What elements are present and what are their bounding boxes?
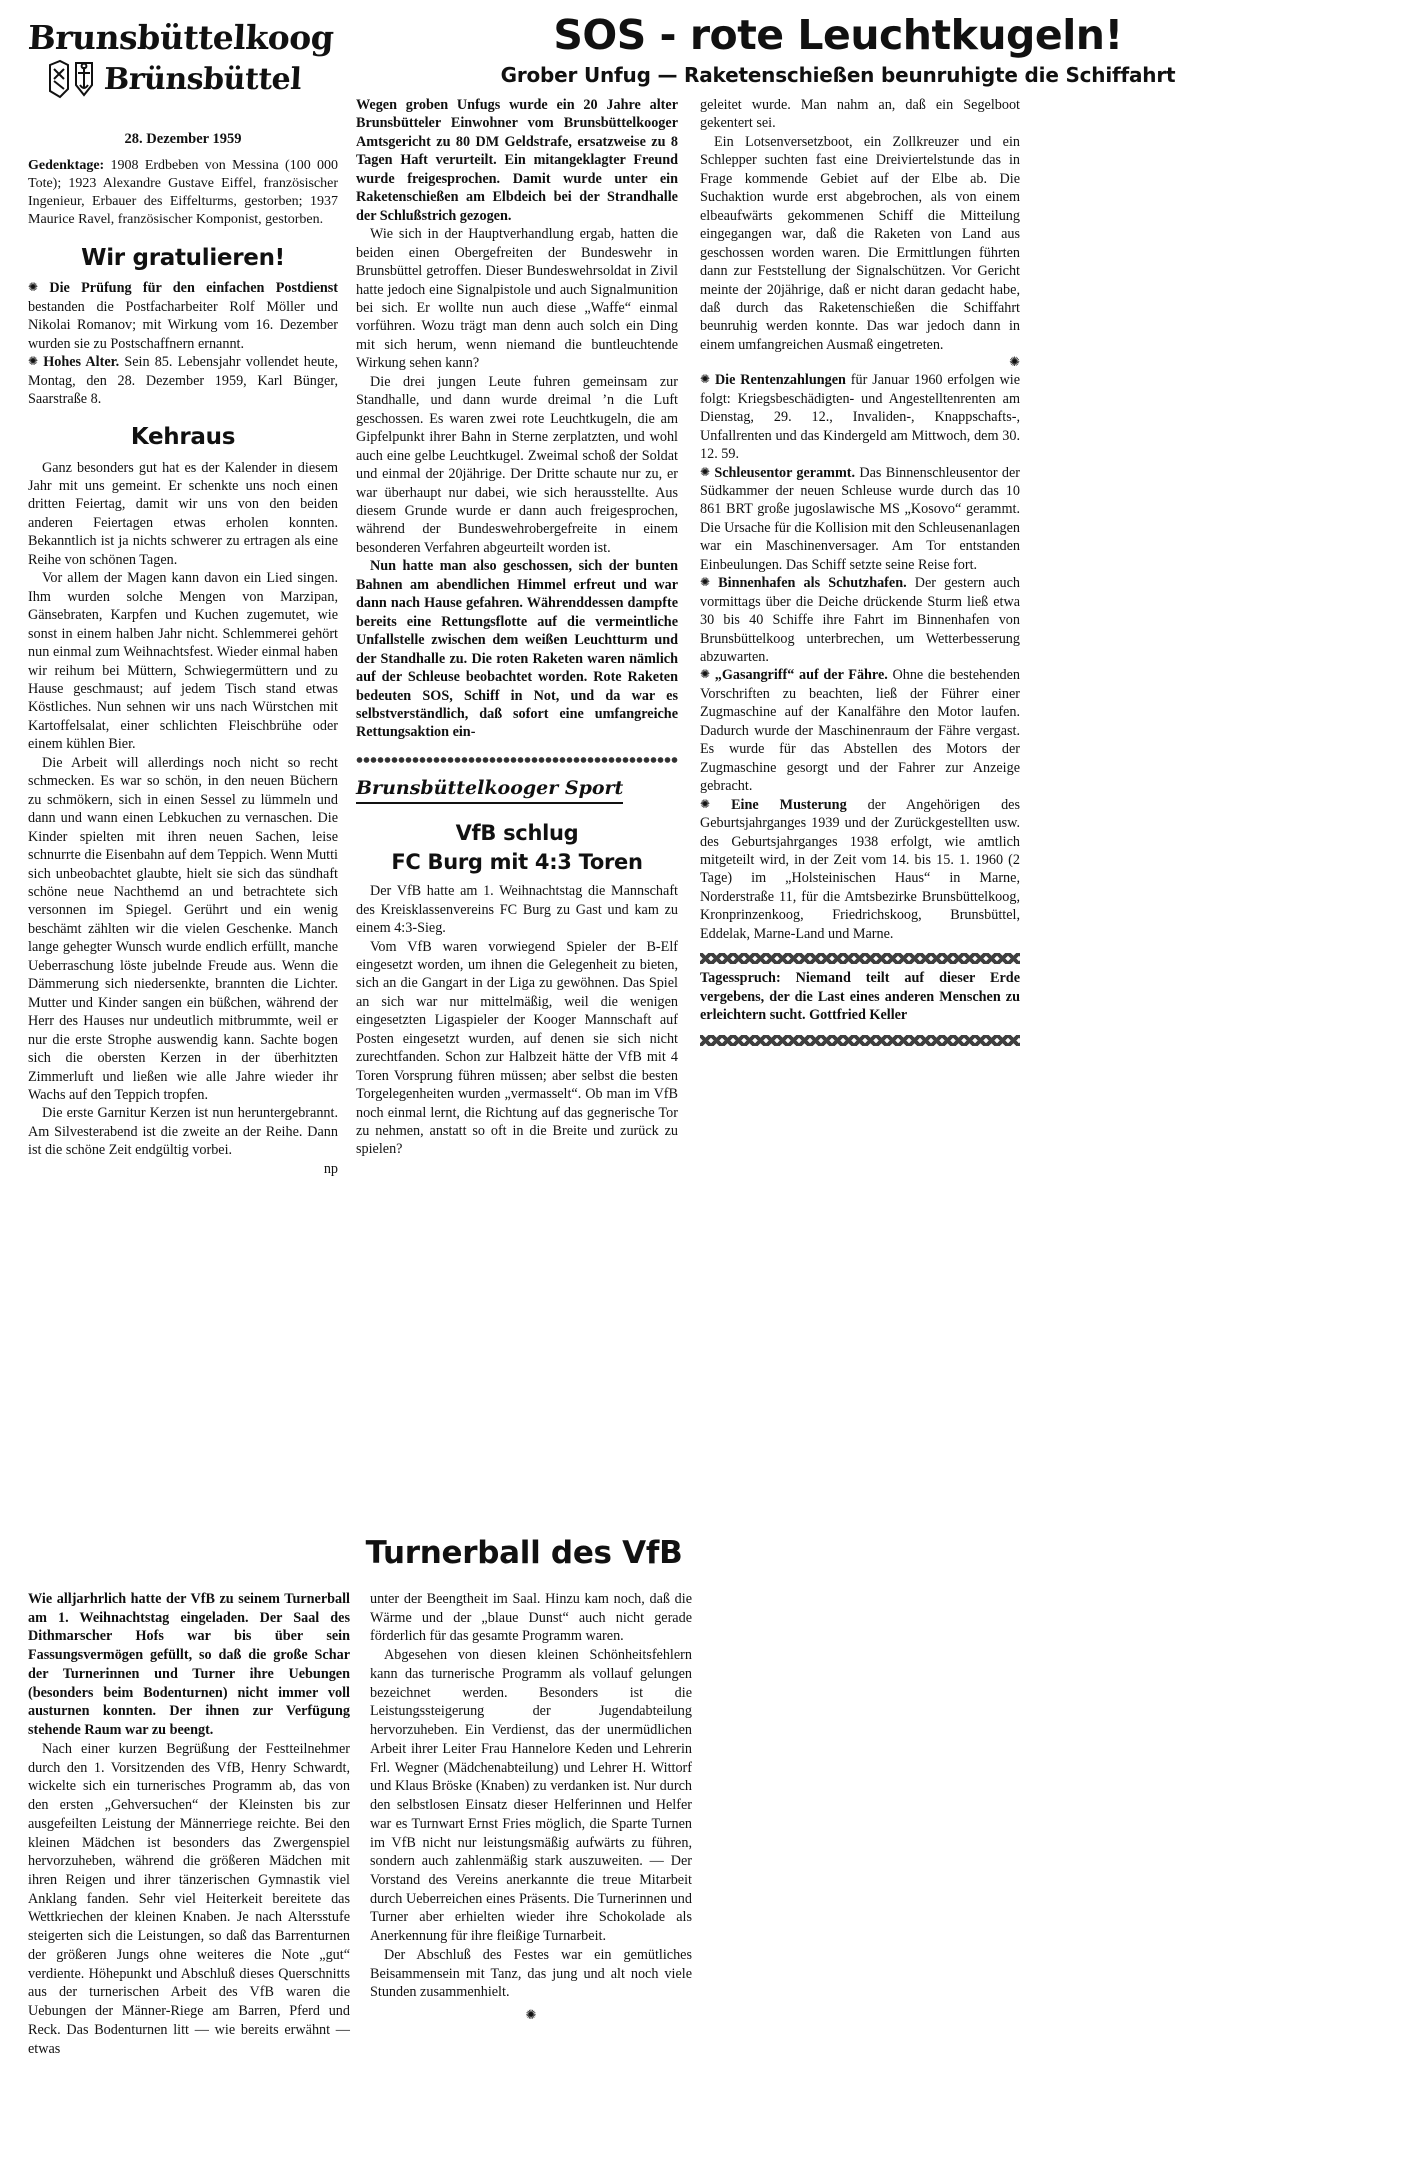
brief-item-bold: Die Rentenzahlungen [714, 372, 846, 389]
brief-item-text: Der gestern auch vormittags über die Deiche drückende Sturm ließ etwa 30 bis 40 Schiffe ihre Fahrt im Binnenhafen von Brunsbüttelkoog unterbrechen, um Wetterbesserung abzuwarten. [700, 575, 1020, 666]
tagesspruch-author: Gottfried Keller [809, 1007, 908, 1024]
gedenktage-text: 1908 Erdbeben von Messina (100 000 Tote); 1923 Alexandre Gustave Eiffel, französischer Ingenieur, Erbauer des Eiffelturms, gestorben; 1937 Maurice Ravel, französischer Komponist, gestorben. [28, 157, 338, 228]
heading-kehraus: Kehraus [130, 423, 236, 450]
turnerball-headline: Turnerball des VfB [365, 1535, 683, 1571]
gratulieren-item-0 [28, 279, 338, 353]
column-left [28, 130, 338, 1178]
tagesspruch-divider-top [700, 953, 1020, 964]
turnerball-column-left [28, 1590, 350, 2058]
gratulieren-item-1 [28, 353, 338, 408]
kehraus-paragraph: Vor allem der Magen kann davon ein Lied singen. Ihm wurden solche Mengen von Marzipan, Gänsebraten, Karpfen und Kuchen zugemutet, wie sonst in einem halben Jahr nicht. Schlemmerei gehört nun einmal zum Weihnachtsfest. Wieder einmal haben wir reihum bei Müttern, Schwiegermüttern und zu Hause geschmaust; auf jedem Tisch stand etwas Köstliches. Nun sehnen wir uns nach Würstchen mit Kartoffelsalat, einer schlichten Fleischbrühe oder einem kühlen Bier. [28, 570, 338, 753]
kehraus-paragraph: Die Arbeit will allerdings noch nicht so recht schmecken. Es war so schön, in den neuen Büchern zu schmökern, sich in einen Sessel zu lümmeln und dann und wann einen Lebkuchen zu vernaschen. Die Kinder spielten mit ihren neuen Sachen, leise schnurrte die Eisenbahn auf dem Teppich. Wenn Mutti sich unbeobachtet glaubte, hielt sie sich das sündhaft schöne neue Nachthemd an und betrachtete sich versonnen im Spiegel. Gerührt und ein wenig beschämt zählten wir die vielen Geschenke. Manch lange gehegter Wunsch wurde endlich erfüllt, manche Ueberraschung löste jubelnde Freude aus. Wenn die Dämmerung sich niedersenkte, brannten die Lichter. Mutter und Kinder sangen ein büßchen, während der Herr des Hauses nur undeutlich mitbrummte, weil er nur die erste Strophe auswendig kann. Sachte bogen sich die obersten Kerzen in der überhitzten Zimmerluft und ließen wie alle Jahre wieder ihr Wachs auf den Teppich tropfen. [28, 754, 338, 1103]
brief-item-text: Ohne die bestehenden Vorschriften zu beachten, ließ der Führer einer Zugmaschine auf der Kanalfähre den Motor laufen. Dadurch wurde der Maschinenraum der Fähre vergast. Es wurde für das Abstellen des Motors der Zugmaschine gesorgt und der Fahrer zur Anzeige gebracht. [700, 667, 1020, 795]
brief-item [700, 666, 1020, 795]
star-bullet-icon: ✺ [28, 354, 39, 369]
lead-story-cont-paragraph: Ein Lotsenversetzboot, ein Zollkreuzer und ein Schlepper suchten fast eine Dreiviertelstunde das in Frage kommende Gebiet auf der Elbe ab. Die Suchaktion wurde erst abgebrochen, als von einem elbeaufwärts gekommenen Schiff die Mitteilung eingegangen war, daß die Raketen von Land aus geschossen worden waren. Die Ermittlungen führten dann zur Feststellung der Signalschützen. Vor Gericht meinte der 20jährige, daß er nicht daran gedacht habe, daß durch das Raketenschießen die Schiffahrt beunruhig werden konnte. Das war jedoch dann in einem umfangreichen Ausmaß eingetreten. [700, 133, 1020, 353]
decorative-divider [356, 754, 678, 766]
gratulieren-item-1-bold: Hohes Alter. [43, 354, 120, 371]
brief-item-bold: Eine Musterung [731, 796, 847, 813]
end-of-article-star-icon: ✺ [525, 2007, 537, 2023]
sport-headline-line2: FC Burg mit 4:3 Toren [391, 849, 643, 874]
brief-item [700, 574, 1020, 666]
masthead-title-line2-group [46, 59, 338, 99]
turnerball-intro: Wie alljarhrlich hatte der VfB zu seinem Turnerball am 1. Weihnachtstag eingeladen. Der Saal des Dithmarscher Hofs war bis über sein Fassungsvermögen gefüllt, so daß die große Schar der Turnerinnen und Turner ihre Uebungen (besonders beim Bodenturnen) nicht immer voll austurnen konnten. Der ihnen zur Verfügung stehende Raum war zu beengt. [28, 1591, 350, 1739]
brief-item-text: Das Binnenschleusentor der Südkammer der neuen Schleuse wurde durch das 10 861 BRT große jugoslawische MS „Kosovo“ gerammt. Die Ursache für die Kollision mit den Schleusenanlagen war ein Maschinenversager. Am Tor entstanden Einbeulungen. Das Schiff setzte seine Reise fort. [700, 464, 1020, 573]
brief-item [700, 371, 1020, 463]
turnerball-paragraph: Der Abschluß des Festes war ein gemütliches Beisammensein mit Tanz, das jung und alt noch viele Stunden zusammenhielt. [370, 1946, 692, 2001]
kehraus-signature: np [323, 1160, 338, 1177]
masthead-title-line1: Brunsbüttelkoog [26, 18, 335, 57]
star-bullet-icon: ✺ [700, 575, 711, 590]
star-bullet-icon: ✺ [700, 372, 711, 387]
star-bullet-icon: ✺ [700, 667, 711, 682]
brief-item-text: für Januar 1960 erfolgen wie folgt: Kriegsbeschädigten- und Angestelltenrenten am Dienstag, 29. 12., Invaliden-, Knappschafts-, Unfallrenten und das Kindergeld am Mittwoch, dem 30. 12. 59. [700, 372, 1020, 463]
tagesspruch-label: Tagesspruch: [700, 970, 781, 987]
star-bullet-icon: ✺ [700, 796, 711, 811]
lead-story-bold-tail: Nun hatte man also geschossen, sich der bunten Bahnen am abendlichen Himmel erfreut und war dann nach Hause gefahren. Währenddessen dampfte bereits eine Rettungsflotte auf die vermeintliche Unfallstelle zwischen dem weißen Leuchtturm und der Standhalle zu. Die roten Raketen waren nämlich auf der Schleuse beobachtet worden. Rote Raketen bedeuten SOS, Schiff in Not, und da war es selbstverständlich, daß sofort eine umfangreiche Rettungsaktion ein- [356, 558, 678, 741]
lead-subheadline: Grober Unfug — Raketenschießen beunruhigte die Schiffahrt [500, 63, 1176, 88]
turnerball-paragraph: Abgesehen von diesen kleinen Schönheitsfehlern kann das turnerische Programm als vollauf gelungen bezeichnet werden. Besonders ist die Leistungssteigerung der Jugendabteilung hervorzuheben. Ein Verdienst, das der unermüdlichen Arbeit ihrer Leiter Frau Hannelore Keden und Lehrerin Frl. Wegner (Mädchenabteilung) und Lehrer H. Wittorf und Klaus Bröske (Knaben) zu verdanken ist. Nur durch den selbstlosen Einsatz dieser Helferinnen und Helfer war es Turnwart Ernst Fries möglich, die Sparte Turnen im VfB nicht nur leistungsmäßig aufwärts zu führen, sondern auch zahlenmäßig stark auszuweiten. — Der Vorstand des Vereins anerkannte die treue Mitarbeit durch Ueberreichen eines Präsents. Die Turnerinnen und Turner aber erhielten wieder ihre Schokolade als Anerkennung für ihre fleißige Turnarbeit. [370, 1647, 692, 1945]
brief-item-bold: „Gasangriff“ auf der Fähre. [714, 667, 888, 684]
masthead-title-line2: Brünsbüttel [103, 61, 303, 97]
star-bullet-icon: ✺ [700, 464, 711, 479]
sport-paragraph: Der VfB hatte am 1. Weihnachtstag die Mannschaft des Kreisklassenvereins FC Burg zu Gast und kam zu einem 4:3-Sieg. [356, 883, 678, 937]
brief-item-bold: Schleusentor gerammt. [714, 464, 856, 481]
column-right [700, 96, 1020, 1051]
gedenktage-block [28, 157, 338, 230]
heading-wir-gratulieren: Wir gratulieren! [81, 244, 285, 271]
lead-story-cont-paragraph: geleitet wurde. Man nahm an, daß ein Segelboot gekentert sei. [700, 97, 1020, 132]
brief-item-bold: Binnenhafen als Schutzhafen. [718, 575, 907, 592]
turnerball-paragraph: unter der Beengtheit im Saal. Hinzu kam noch, daß die Wärme und der „blaue Dunst“ auch nicht gerade förderlich für das gesamte Programm waren. [370, 1591, 692, 1645]
tagesspruch-text: Niemand teilt auf dieser Erde vergebens, der die Last eines anderen Menschen zu erleichtern sucht. [700, 970, 1020, 1024]
brief-item-text: der Angehörigen des Geburtsjahrganges 1939 und der Zurückgestellten usw. des Geburtsjahrganges 1938 erfolgt, wie amtlich mitgeteilt wird, in der Zeit vom 14. bis 15. 1. 1960 (2 Tage) im „Holsteinischen Haus“ in Marne, Norderstraße 11, für die Amtsbezirke Brunsbüttelkoog, Kronprinzenkoog, Friedrichskoog, Brunsbüttel, Eddelak, Marne-Land und Marne. [700, 796, 1020, 942]
star-bullet-icon: ✺ [28, 280, 39, 295]
anchor-crest-icon [46, 59, 98, 99]
tagesspruch-divider-bottom [700, 1035, 1020, 1046]
sport-section-logo: Brunsbüttelkooger Sport [356, 776, 623, 804]
gedenktage-label: Gedenktage: [28, 157, 105, 173]
gratulieren-item-0-bold: Die Prüfung für den einfachen Postdienst [49, 280, 339, 297]
lead-story-paragraph: Die drei jungen Leute fuhren gemeinsam zur Standhalle, und dann wurde dreimal ’n die Luft geschossen. Es waren zwei rote Leuchtkugeln, die am Gipfelpunkt ihrer Bahn in Sterne zerplatzten, und wohl auch eine gelbe Leuchtkugel. Zweimal schoß der Soldat und einmal der 20jährige. Der Dritte schaute nur zu, er war überhaupt nur dabei, wie sich herausstellte. Aus diesem Grunde wurde er dann auch freigesprochen, während der Bundeswehrobergefreite in einem besonderen Verfahren abgeurteilt worden ist. [356, 373, 678, 556]
sport-section-logo-wrap [356, 772, 678, 806]
issue-date: 28. Dezember 1959 [124, 131, 242, 147]
lead-story-intro: Wegen groben Unfugs wurde ein 20 Jahre alter Brunsbütteler Einwohner vom Brunsbüttelkooger Amtsgericht zu 80 DM Geldstrafe, ersatzweise zu 8 Tagen Haft verurteilt. Ein mitangeklagter Freund wurde freigesprochen. Damit wurde unter ein Raketenschießen am Elbdeich bei der Strandhalle der Schlußstrich gezogen. [356, 97, 678, 224]
sport-paragraph: Vom VfB waren vorwiegend Spieler der B-Elf eingesetzt worden, um ihnen die Gelegenheit zu bieten, sich an die Gangart in der Liga zu gewöhnen. Das Spiel an sich war nur mittelmäßig, weil die wenigen eingesetzten Ligaspieler der Kooger Mannschaft auf Posten eingesetzt wurden, auf denen sie sich nicht zurechtfanden. Schon zur Halbzeit hätte der VfB mit 4 Toren Vorsprung führen müssen; aber selbst die besten Torgelegenheiten wurden „vermasselt“. Ob man im VfB noch einmal lernt, die Richtung auf das gegnerische Tor zu nehmen, anstatt so oft in die Breite und zurück zu spielen? [356, 938, 678, 1158]
gratulieren-item-1-text: Sein 85. Lebensjahr vollendet heute, Montag, den 28. Dezember 1959, Karl Bünger, Saarstraße 8. [28, 354, 338, 408]
gratulieren-item-0-text: bestanden die Postfacharbeiter Rolf Möller und Nikolai Romanov; mit Wirkung vom 16. Dezember wurden sie zu Postschaffnern ernannt. [28, 298, 338, 352]
sport-headline-line1: VfB schlug [455, 820, 579, 845]
column-middle [356, 96, 678, 1159]
masthead [28, 18, 338, 99]
end-of-article-star-icon: ✺ [1009, 354, 1020, 370]
brief-item [700, 464, 1020, 575]
tagesspruch [700, 969, 1020, 1024]
brief-item [700, 796, 1020, 944]
turnerball-column-right [370, 1590, 692, 2023]
lead-story-paragraph: Wie sich in der Hauptverhandlung ergab, hatten die beiden einen Obergefreiten der Bundeswehr in Brunsbüttel getroffen. Dieser Bundeswehrsoldat in Zivil hatte jedoch eine Signalpistole und auch Signalmunition bei sich. Er wollte nun auch diese „Waffe“ einmal vorführen. Wozu trägt man denn auch solch ein Ding mit sich herum, wenn niemand die buntleuchtende Wirkung sehen kann? [356, 226, 678, 372]
kehraus-paragraph: Ganz besonders gut hat es der Kalender in diesem Jahr mit uns gemeint. Er schenkte uns noch einen dritten Feiertag, damit wir uns von den beiden anderen Feiertagen etwas erholen konnten. Bekanntlich ist ja nichts schwerer zu ertragen als eine Reihe von schönen Tagen. [28, 459, 338, 568]
kehraus-paragraph: Die erste Garnitur Kerzen ist nun heruntergebrannt. Am Silvesterabend ist die zweite an der Reihe. Dann ist die schöne Zeit endgültig vorbei. [28, 1105, 338, 1159]
lead-headline: SOS - rote Leuchtkugeln! [553, 11, 1123, 59]
turnerball-paragraph: Nach einer kurzen Begrüßung der Festteilnehmer durch den 1. Vorsitzenden des VfB, Henry Schwardt, wickelte sich ein turnerisches Programm ab, das von den ersten „Gehversuchen“ der Kleinsten bis zur ausgefeilten Leistung der Männerriege reichte. Bei den kleinen Mädchen ist besonders das Zwergenspiel hervorzuheben, während die größeren Mädchen mit ihren Reigen und ihrer tänzerischen Gymnastik viel Anklang fanden. Sehr viel Heiterkeit bereitete das Wettkriechen der kleinen Knaben. Je nach Altersstufe steigerten sich die Leistungen, so daß das Barrenturnen der größeren Jungs ohne weiteres die Note „gut“ verdiente. Höhepunkt und Abschluß dieses Querschnitts aus der turnerischen Arbeit des VfB waren die Uebungen der Männer-Riege am Barren, Pferd und Reck. Das Bodenturnen litt — wie bereits erwähnt — etwas [28, 1740, 350, 2057]
lead-headline-block [356, 11, 1320, 88]
